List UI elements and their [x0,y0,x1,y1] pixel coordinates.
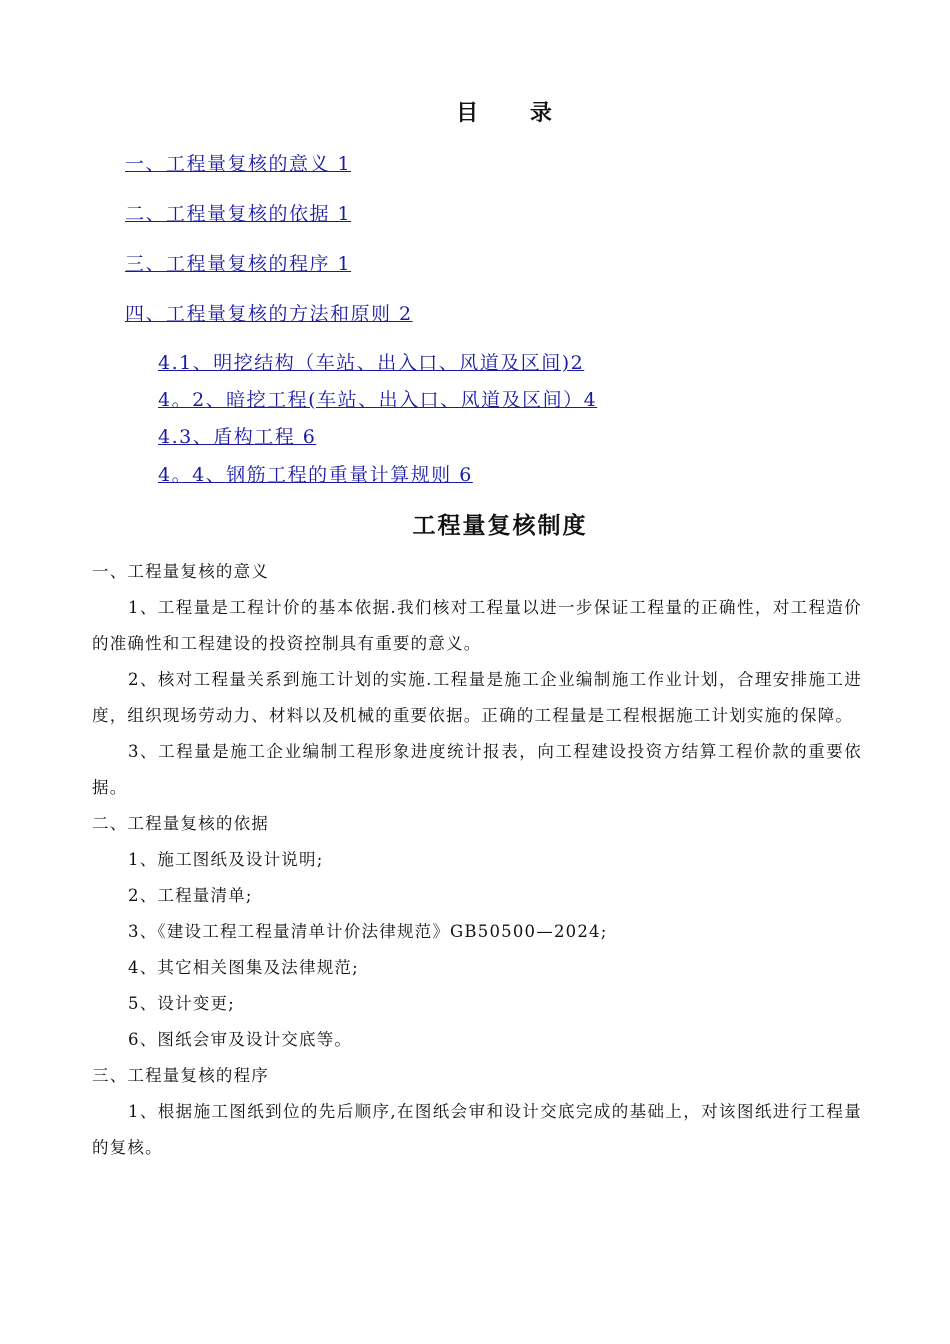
toc-title: 目 录 [456,100,574,126]
section-2-item-2: 2、工程量清单; [128,886,253,905]
section-1-heading: 一、工程量复核的意义 [92,562,269,581]
section-3-paragraph-1: 1、根据施工图纸到位的先后顺序,在图纸会审和设计交底完成的基础上，对该图纸进行工程量的复核。 [92,1102,862,1157]
toc-link-section-1[interactable]: 一、工程量复核的意义 1 [125,153,352,175]
toc-link-section-4-3[interactable]: 4.3、盾构工程 6 [158,426,317,448]
section-2-item-1: 1、施工图纸及设计说明; [128,850,324,869]
toc-link-section-4-4[interactable]: 4。4、钢筋工程的重量计算规则 6 [158,464,473,486]
section-2-item-5: 5、设计变更; [128,994,235,1013]
section-2-item-6: 6、图纸会审及设计交底等。 [128,1030,353,1049]
section-2-item-4: 4、其它相关图集及法律规范; [128,958,359,977]
section-2-item-3: 3、《建设工程工程量清单计价法律规范》GB50500—2024; [128,922,608,941]
toc-link-section-4-2[interactable]: 4。2、暗挖工程(车站、出入口、风道及区间）4 [158,389,598,411]
toc-link-section-2[interactable]: 二、工程量复核的依据 1 [125,203,352,225]
document-body [92,554,862,1166]
section-3-heading: 三、工程量复核的程序 [92,1066,269,1085]
section-1-paragraph-2: 2、核对工程量关系到施工计划的实施.工程量是施工企业编制施工作业计划，合理安排施工进度，组织现场劳动力、材料以及机械的重要依据。正确的工程量是工程根据施工计划实施的保障。 [92,670,862,725]
section-2-heading: 二、工程量复核的依据 [92,814,269,833]
section-1-paragraph-3: 3、工程量是施工企业编制工程形象进度统计报表，向工程建设投资方结算工程价款的重要依据。 [92,742,862,797]
section-1-paragraph-1: 1、工程量是工程计价的基本依据.我们核对工程量以进一步保证工程量的正确性，对工程造价的准确性和工程建设的投资控制具有重要的意义。 [92,598,862,653]
document-title: 工程量复核制度 [412,512,588,539]
toc-link-section-4-1[interactable]: 4.1、明挖结构（车站、出入口、风道及区间)2 [158,352,585,374]
toc-link-section-3[interactable]: 三、工程量复核的程序 1 [125,253,352,275]
toc-link-section-4[interactable]: 四、工程量复核的方法和原则 2 [125,303,413,325]
